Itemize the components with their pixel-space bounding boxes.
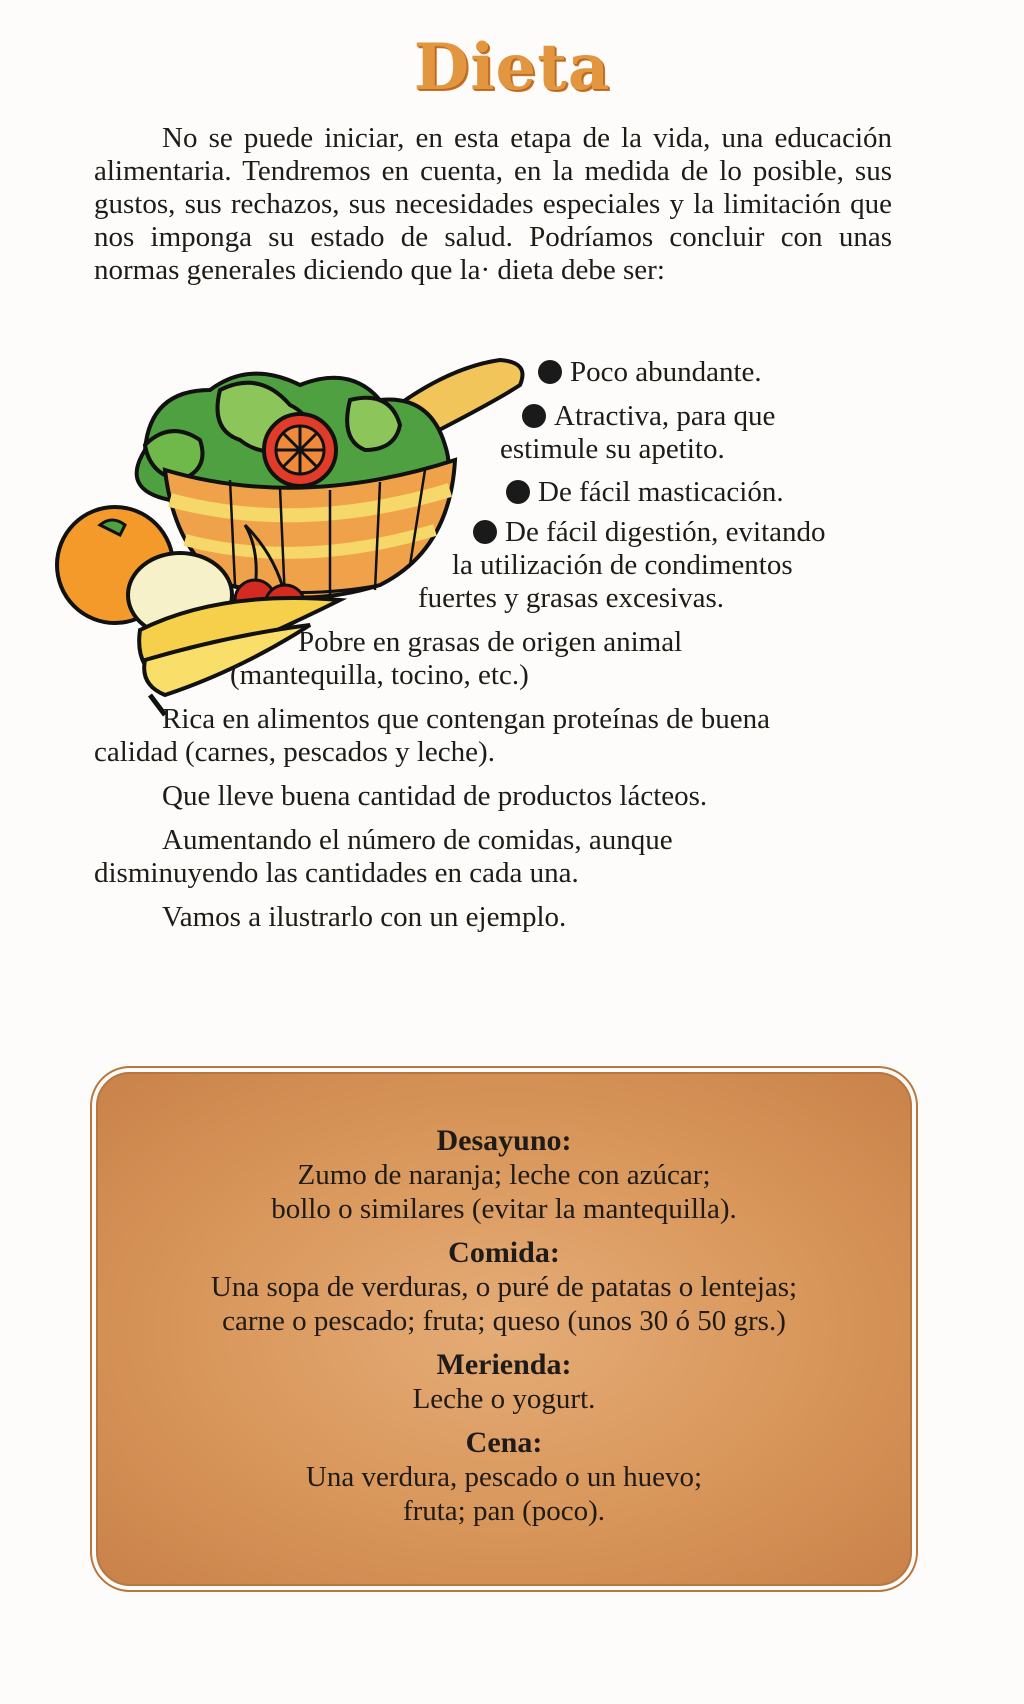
meal-line: Leche o yogurt. [412,1383,596,1415]
bullet-text: De fácil digestión, evitando [505,516,826,548]
bullet-atractiva [522,400,775,433]
menu-box [96,1072,912,1586]
meal-comida [98,1236,910,1338]
ejemplo-line: Vamos a ilustrarlo con un ejemplo. [162,901,567,933]
meal-line: fruta; pan (poco). [402,1495,606,1527]
bullet-digestion-cont2: fuertes y grasas excesivas. [418,582,724,614]
bullet-text: Poco abundante. [570,356,762,388]
meal-text [98,1270,910,1338]
aumentando-line-2: disminuyendo las cantidades en cada una. [94,857,579,889]
meal-heading: Comida: [448,1236,560,1269]
rica-line-2: calidad (carnes, pescados y leche). [94,736,495,768]
intro-text: No se puede iniciar, en esta etapa de la vida, una educación alimentaria. Tendremos en cuenta, en la medida de lo posible, sus gustos, sus rechazos, sus necesidades especiales y la limitación que nos imponga su estado de salud. Podríamos concluir con unas normas generales diciendo que la· dieta debe ser: [94,122,892,286]
meal-heading: Merienda: [436,1348,572,1381]
meal-line: Una verdura, pescado o un huevo; [305,1461,703,1493]
bullet-dot-icon [522,404,546,428]
menu-list [98,1124,910,1538]
meal-text [98,1382,910,1416]
bullet-text: Atractiva, para que [554,400,776,432]
meal-merienda [98,1348,910,1416]
rica-line-1: Rica en alimentos que contengan proteínas de buena [162,703,770,735]
meal-line: Una sopa de verduras, o puré de patatas o lentejas; [210,1271,798,1303]
page-title: Dieta [413,30,611,105]
lacteos-line: Que lleve buena cantidad de productos lácteos. [162,780,708,812]
intro-paragraph [94,122,892,287]
meal-desayuno [98,1124,910,1226]
meal-text [98,1158,910,1226]
bullet-dot-icon [506,480,530,504]
meal-line: bollo o similares (evitar la mantequilla). [271,1193,737,1225]
bullet-masticacion [506,476,784,509]
bullet-text: De fácil masticación. [538,476,784,508]
pobre-line-1: Pobre en grasas de origen animal [298,626,683,658]
meal-line: carne o pescado; fruta; queso (unos 30 ó 50 grs.) [222,1305,786,1337]
bullet-digestion-cont1: la utilización de condimentos [452,549,793,581]
bullet-dot-icon [473,520,497,544]
meal-line: Zumo de naranja; leche con azúcar; [297,1159,711,1191]
bullet-poco-abundante [538,356,762,389]
meal-cena [98,1426,910,1528]
aumentando-line-1: Aumentando el número de comidas, aunque [162,824,673,856]
meal-heading: Cena: [465,1426,543,1459]
meal-heading: Desayuno: [436,1124,572,1157]
meal-text [98,1460,910,1528]
bullet-dot-icon [538,360,562,384]
pobre-line-2: (mantequilla, tocino, etc.) [230,659,529,691]
bullet-digestion [473,516,826,549]
bullet-atractiva-cont: estimule su apetito. [500,433,725,465]
tomato-icon [264,414,336,486]
